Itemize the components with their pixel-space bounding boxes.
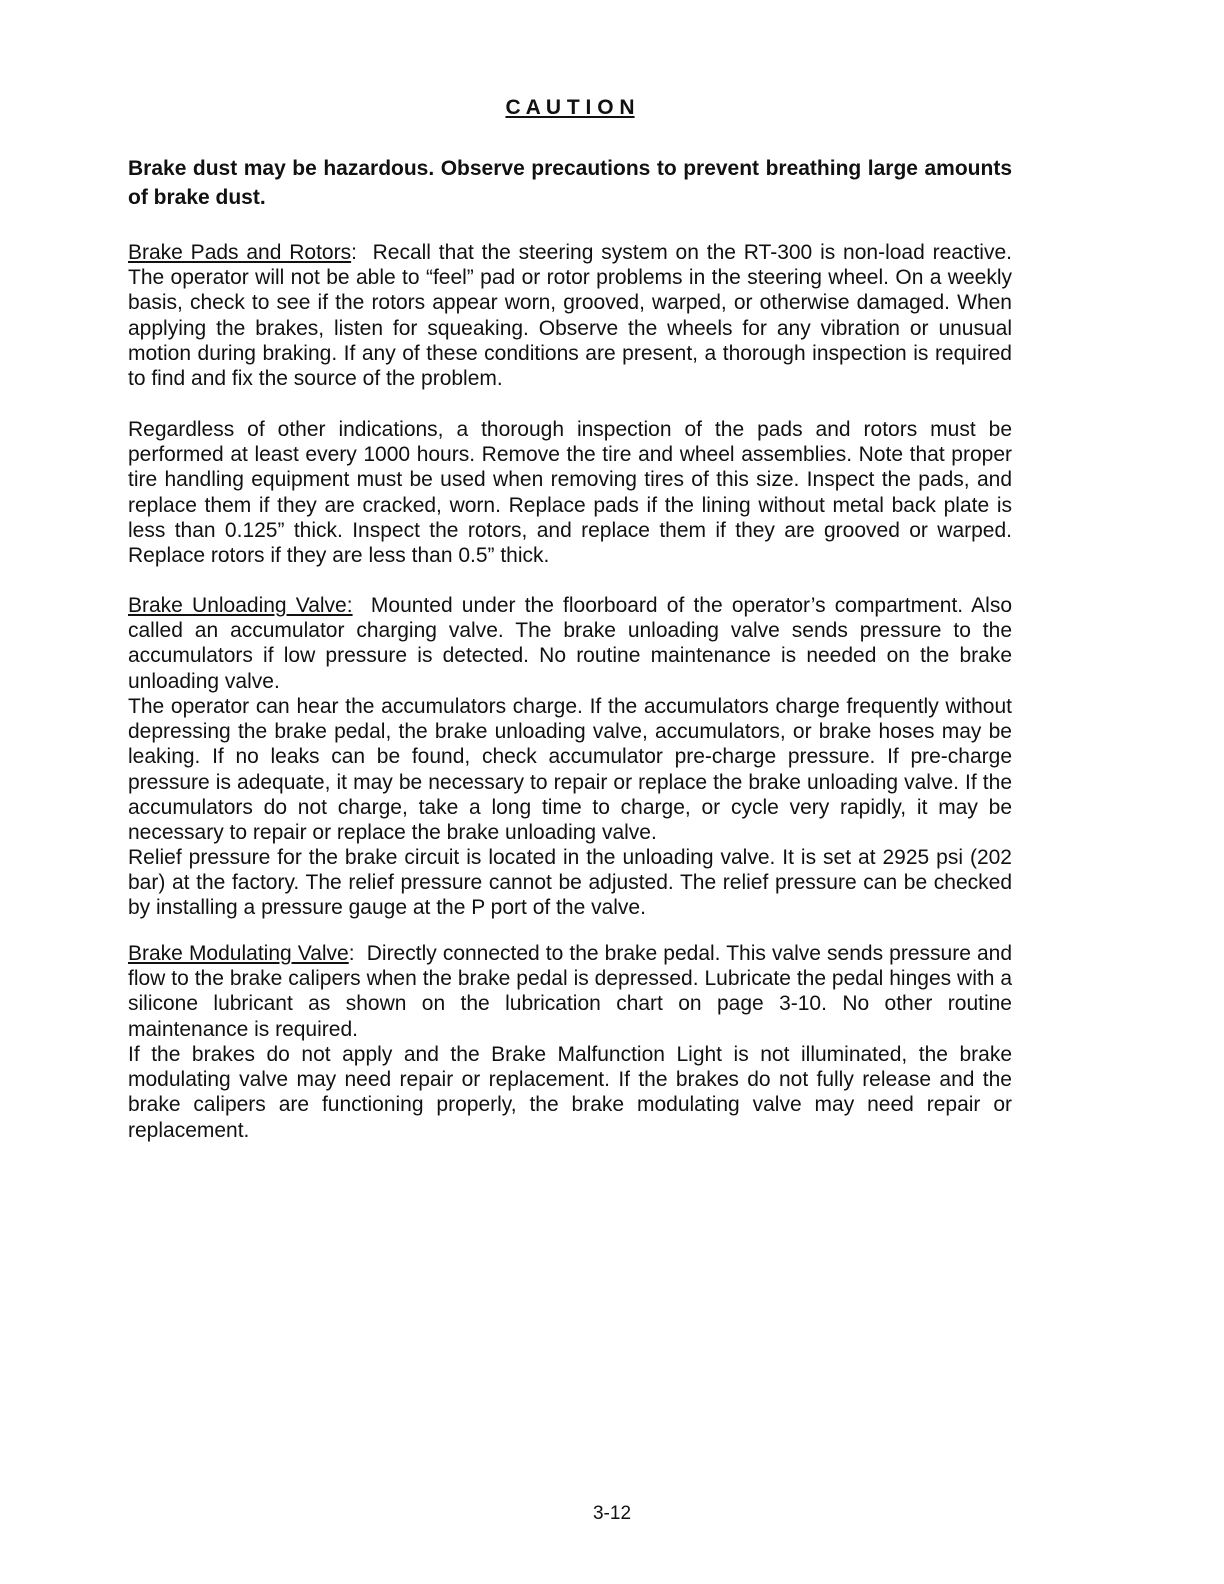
modulating-heading: Brake Modulating Valve: [128, 942, 349, 965]
modulating-heading-sep: :: [348, 942, 367, 965]
modulating-text-1: Directly connected to the brake pedal. This valve sends pressure and flow to the brake calipers when the brake pedal is depressed. Lubricate the pedal hinges with a silicone lubricant as shown on the lubrication chart on page 3-10. No other routine maintenance is required.: [128, 942, 1012, 1041]
unloading-text-1: Mounted under the floorboard of the operator’s compartment. Also called an accumulator charging valve. The brake unloading valve sends pressure to the accumulators if low pressure is detected. No routine maintenance is needed on the brake unloading valve.: [128, 594, 1013, 693]
unloading-paragraph-3: Relief pressure for the brake circuit is located in the unloading valve. It is set at 2925 psi (202 bar) at the factory. The relief pressure cannot be adjusted. The relief pressure can be checked by installing a pressure gauge at the P port of the valve.: [128, 846, 1012, 920]
modulating-paragraph-1: [128, 941, 1012, 1042]
pads-heading-sep: :: [351, 241, 373, 264]
pads-paragraph-1: [128, 240, 1012, 391]
page-number: 3-12: [592, 1503, 632, 1524]
unloading-paragraph-1: [128, 593, 1012, 694]
caution-text: Brake dust may be hazardous. Observe precautions to prevent breathing large amounts of brake dust.: [128, 157, 1012, 209]
unloading-heading-sep: [353, 594, 371, 617]
pads-heading: Brake Pads and Rotors: [128, 241, 352, 264]
unloading-paragraph-2: The operator can hear the accumulators charge. If the accumulators charge frequently without depressing the brake pedal, the brake unloading valve, accumulators, or brake hoses may be leaking. If no leaks can be found, check accumulator pre-charge pressure. If pre-charge pressure is adequate, it may be necessary to repair or replace the brake unloading valve. If the accumulators do not charge, take a long time to charge, or cycle very rapidly, it may be necessary to repair or replace the brake unloading valve.: [128, 695, 1012, 845]
caution-title: C A U T I O N: [505, 96, 635, 119]
modulating-paragraph-2: If the brakes do not apply and the Brake Malfunction Light is not illuminated, the brake modulating valve may need repair or replacement. If the brakes do not fully release and the brake calipers are functioning properly, the brake modulating valve may need repair or replacement.: [128, 1043, 1012, 1142]
pads-paragraph-2: Regardless of other indications, a thorough inspection of the pads and rotors must be performed at least every 1000 hours. Remove the tire and wheel assemblies. Note that proper tire handling equipment must be used when removing tires of this size. Inspect the pads, and replace them if they are cracked, worn. Replace pads if the lining without metal back plate is less than 0.125” thick. Inspect the rotors, and replace them if they are grooved or warped. Replace rotors if they are less than 0.5” thick.: [128, 418, 1012, 568]
unloading-heading: Brake Unloading Valve:: [128, 594, 353, 617]
pads-text-1: Recall that the steering system on the RT-300 is non-load reactive. The operator will not be able to “feel” pad or rotor problems in the steering wheel. On a weekly basis, check to see if the rotors appear worn, grooved, warped, or otherwise damaged. When applying the brakes, listen for squeaking. Observe the wheels for any vibration or unusual motion during braking. If any of these conditions are present, a thorough inspection is required to find and fix the source of the problem.: [128, 241, 1012, 391]
